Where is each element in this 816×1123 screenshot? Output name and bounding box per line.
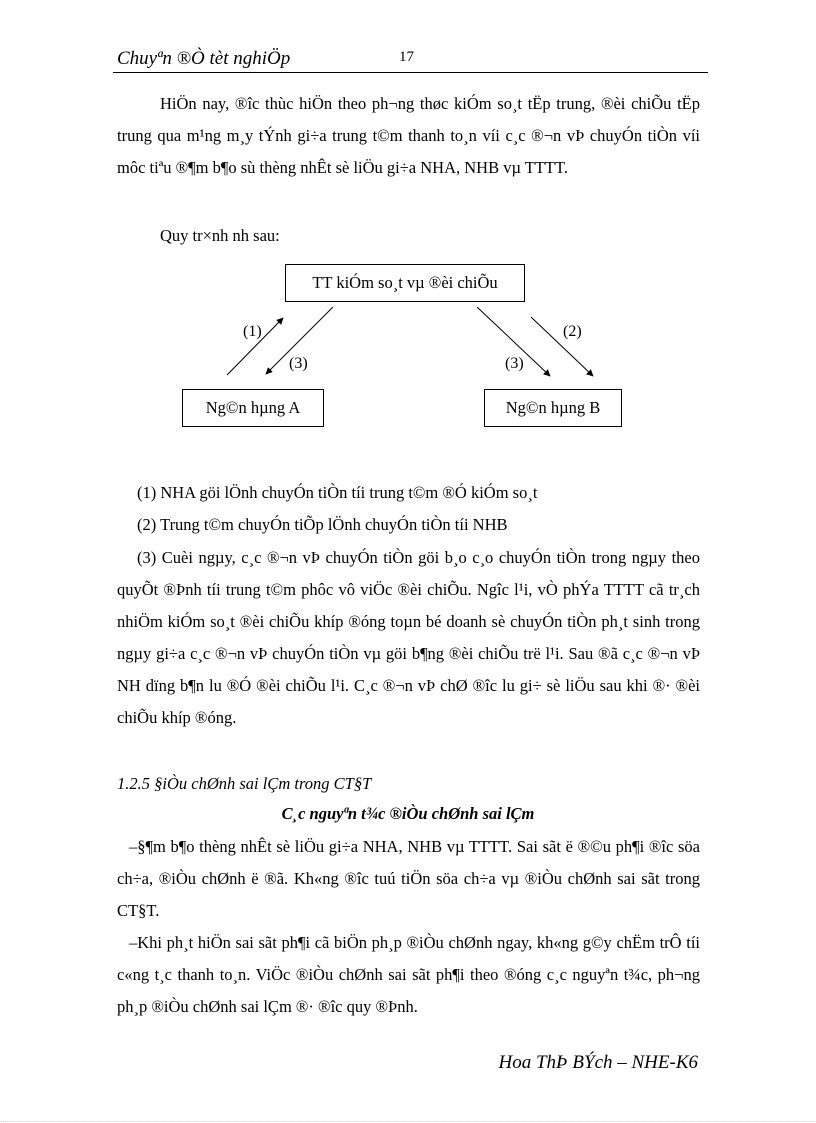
process-diagram [0,0,816,450]
bank-b-box: Ng©n hµng B [484,389,622,427]
header-title: Chuyªn ®Ò tèt nghiÖp [117,48,291,69]
principle-1: –§¶m b¶o thèng nhÊt sè liÖu gi÷a NHA, NHB vµ TTTT. Sai sãt ë ®©u ph¶i ®îc söa ch÷a, ®iÒu chØnh ë ®ã. Kh«ng ®îc tuú tiÖn söa ch÷a vµ ®iÒu chØnh sai sãt trong CT§T. [117,837,700,920]
step-1: (1) NHA göi lÖnh chuyÓn tiÒn tíi trung t©m ®Ó kiÓm so¸t [137,483,538,502]
footer-author: Hoa ThÞ BÝch – NHE-K6 [498,1052,698,1073]
intro-paragraph: HiÖn nay, ®îc thùc hiÖn theo ph¬ng thøc kiÓm so¸t tËp trung, ®èi chiÕu tËp trung qua m¹ng m¸y tÝnh gi÷a trung t©m thanh to¸n víi c¸c ®¬n vÞ chuyÓn tiÒn víi môc tiªu ®¶m b¶o sù thèng nhÊt sè liÖu gi÷a NHA, NHB vµ TTTT. [117,94,700,177]
section-heading: 1.2.5 §iÒu chØnh sai lÇm trong CT§T [117,774,372,793]
process-label: Quy tr×nh nh sau: [160,226,280,245]
page-number: 17 [399,49,414,65]
step-3: (3) Cuèi ngµy, c¸c ®¬n vÞ chuyÓn tiÒn göi b¸o c¸o chuyÓn tiÒn trong ngµy theo quyÕt ®Þnh tíi trung t©m phôc vô viÖc ®èi chiÕu. Ngîc l¹i, vÒ phÝa TTTT cã tr¸ch nhiÖm kiÓm so¸t ®èi chiÕu khíp ®óng toµn bé doanh sè chuyÓn tiÒn ph¸t sinh trong ngµy gi÷a c¸c ®¬n vÞ chuyÓn tiÒn vµ göi b¶ng ®èi chiÕu trë l¹i. Sau ®ã c¸c ®¬n vÞ NH dïng b¶n lu ®Ó ®èi chiÕu l¹i. C¸c ®¬n vÞ chØ ®îc lu gi÷ sè liÖu sau khi ®· ®èi chiÕu khíp ®óng. [117,548,700,727]
arrow-label-1: (1) [243,323,262,340]
principle-2: –Khi ph¸t hiÖn sai sãt ph¶i cã biÖn ph¸p ®iÒu chØnh ngay, kh«ng g©y chËm trÔ tíi c«ng t¸c thanh to¸n. ViÖc ®iÒu chØnh sai sãt ph¶i theo ®óng c¸c nguyªn t¾c, ph¬ng ph¸p ®iÒu chØnh sai lÇm ®· ®îc quy ®Þnh. [117,933,700,1016]
arrow-label-3-left: (3) [289,355,308,372]
page-bottom-edge [0,1121,816,1122]
section-subheading: C¸c nguyªn t¾c ®iÒu chØnh sai lÇm [281,804,535,823]
arrow-label-2: (2) [563,323,582,340]
control-center-box: TT kiÓm so¸t vµ ®èi chiÕu [285,264,525,302]
step-2: (2) Trung t©m chuyÓn tiÕp lÖnh chuyÓn tiÒn tíi NHB [137,515,508,534]
arrow-label-3-right: (3) [505,355,524,372]
bank-a-box: Ng©n hµng A [182,389,324,427]
